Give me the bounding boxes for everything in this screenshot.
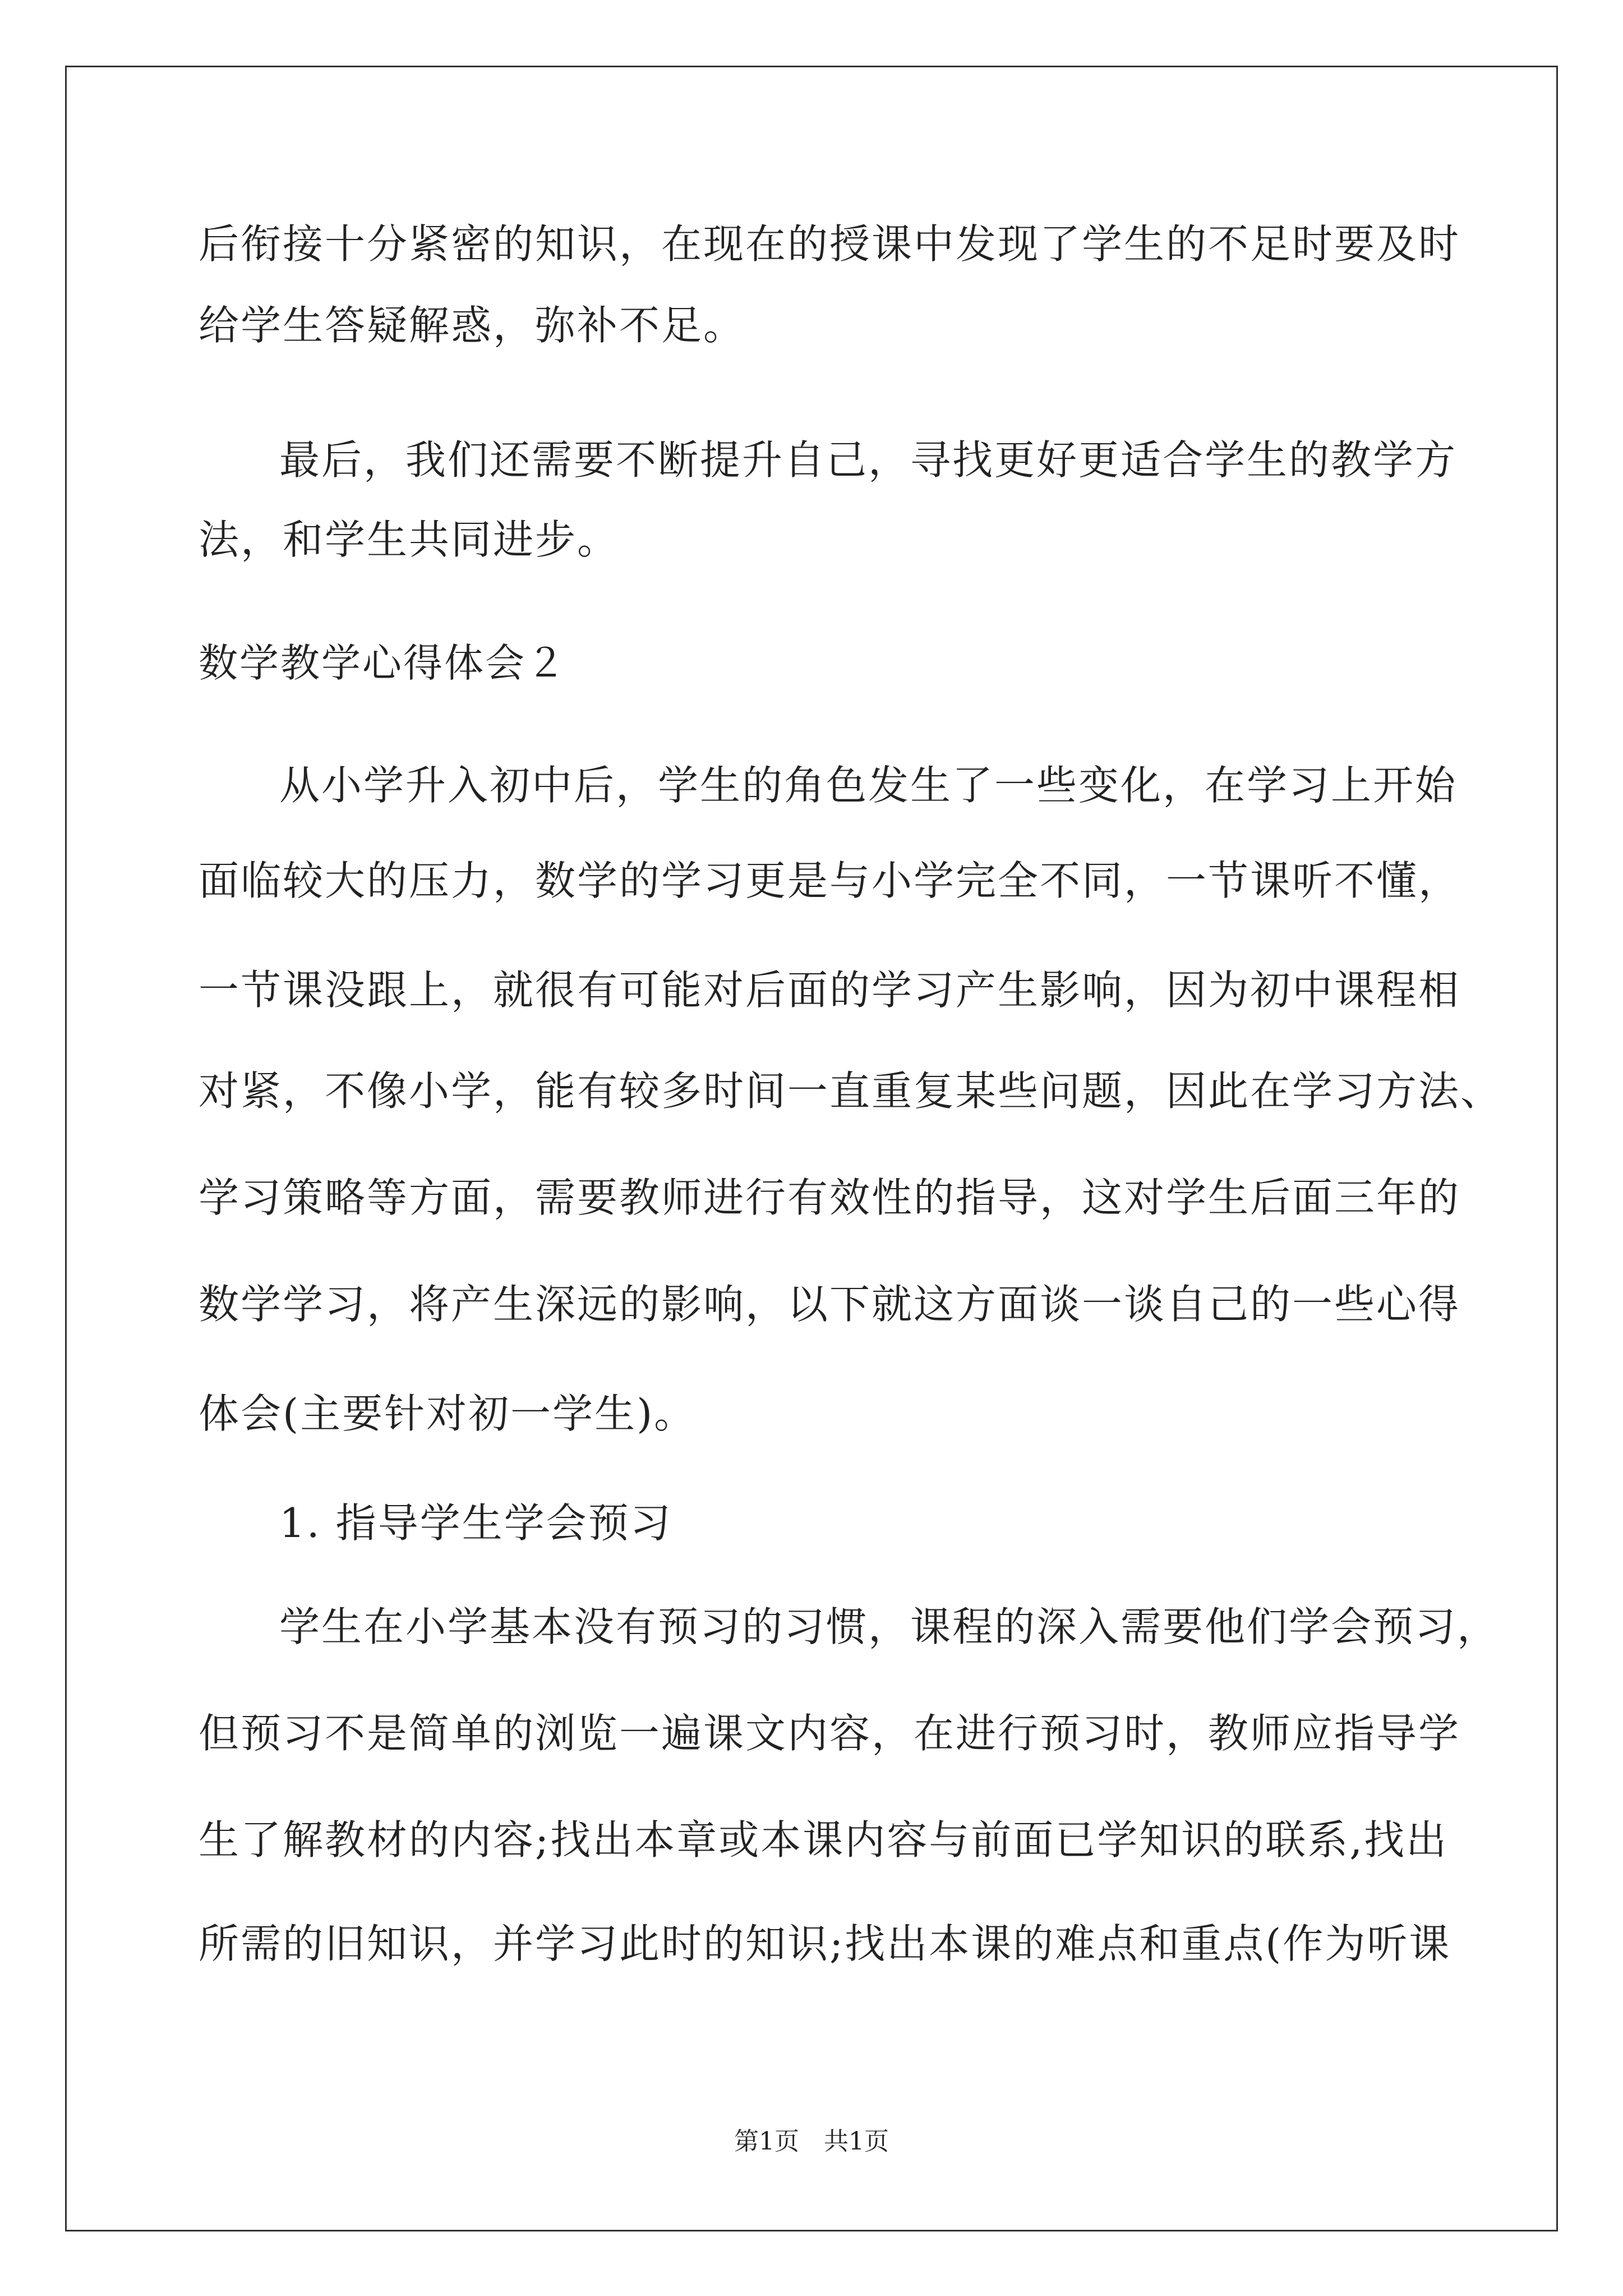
paragraph-line: 最后，我们还需要不断提升自己，寻找更好更适合学生的教学方 (279, 436, 1458, 484)
paragraph-line: 给学生答疑解惑，弥补不足。 (199, 302, 746, 349)
paragraph-line: 后衔接十分紧密的知识，在现在的授课中发现了学生的不足时要及时 (199, 220, 1461, 268)
section-heading: 数学教学心得体会２ (199, 640, 567, 686)
paragraph-line: 所需的旧知识，并学习此时的知识;找出本课的难点和重点(作为听课 (199, 1920, 1451, 1967)
paragraph-line: 数学学习，将产生深远的影响，以下就这方面谈一谈自己的一些心得 (199, 1281, 1461, 1328)
paragraph-line: 从小学升入初中后，学生的角色发生了一些变化，在学习上开始 (279, 762, 1458, 809)
paragraph-line: 法，和学生共同进步。 (199, 516, 620, 563)
list-item-heading: 1. 指导学生学会预习 (279, 1499, 672, 1547)
page-border (65, 66, 1558, 2231)
paragraph-line: 学生在小学基本没有预习的习惯，课程的深入需要他们学会预习， (279, 1603, 1500, 1650)
paragraph-line: 学习策略等方面，需要教师进行有效性的指导，这对学生后面三年的 (199, 1174, 1461, 1221)
page-number-footer: 第1页 共1页 (734, 2127, 889, 2156)
paragraph-line: 面临较大的压力，数学的学习更是与小学完全不同，一节课听不懂， (199, 857, 1461, 904)
paragraph-line: 但预习不是简单的浏览一遍课文内容，在进行预习时，教师应指导学 (199, 1710, 1461, 1757)
paragraph-line: 生了解教材的内容;找出本章或本课内容与前面已学知识的联系,找出 (199, 1816, 1449, 1864)
paragraph-line: 对紧，不像小学，能有较多时间一直重复某些问题，因此在学习方法、 (199, 1068, 1503, 1115)
paragraph-line: 体会(主要针对初一学生)。 (199, 1390, 697, 1437)
paragraph-line: 一节课没跟上，就很有可能对后面的学习产生影响，因为初中课程相 (199, 967, 1461, 1014)
